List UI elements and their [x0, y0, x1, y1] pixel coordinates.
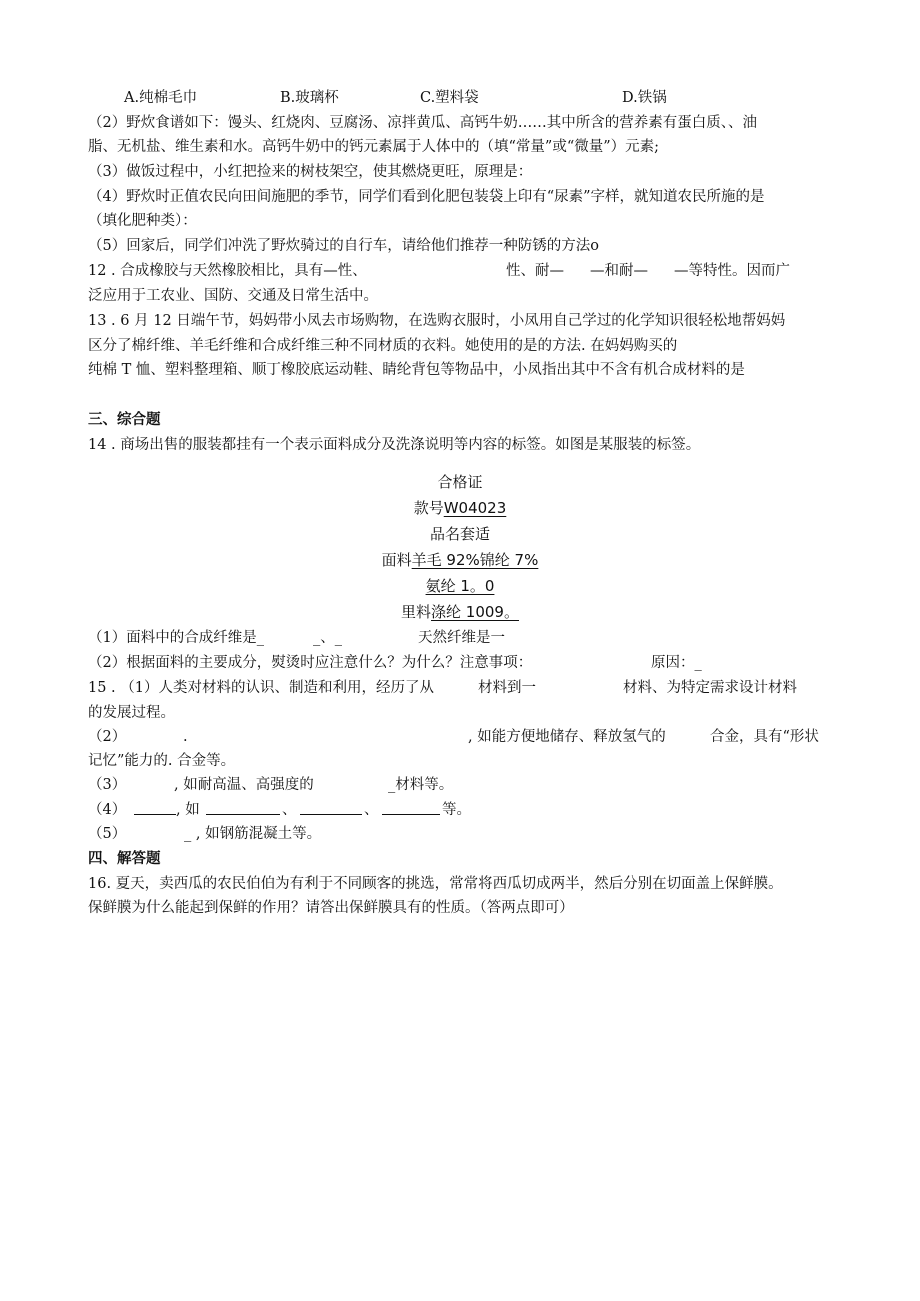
- section-4-heading: 四、解答题: [88, 850, 161, 867]
- choice-c[interactable]: C.塑料袋: [420, 90, 479, 106]
- label-title: 合格证: [437, 473, 483, 491]
- label-fabric-prefix: 面料: [381, 551, 412, 569]
- q13-line1: 13 . 6 月 12 日端午节，妈妈带小凤去市场购物，在选购衣服时，小凤用自己学过的化学知识很轻松地帮妈妈: [88, 313, 786, 329]
- q16-line1: 16. 夏天，卖西瓜的农民伯伯为有利于不同顾客的挑选，常常将西瓜切成两半，然后分别在切面盖上保鲜膜。: [88, 876, 783, 892]
- q15-part4: [88, 800, 588, 820]
- q15-part5: [88, 824, 488, 844]
- q15-p2-seg4: 合金，具有“形状: [710, 729, 819, 745]
- q15-p2-seg2: .: [183, 729, 188, 745]
- label-style-number: [0, 497, 920, 519]
- q14-p2-seg1: （2）根据面料的主要成分，熨烫时应注意什么？为什么？注意事项：: [88, 655, 533, 671]
- q15-part2: [88, 727, 828, 747]
- section-3-heading: 三、综合题: [88, 411, 161, 428]
- q15-p2-seg3: , 如能方便地储存、释放氢气的: [468, 729, 666, 745]
- q14-p2-seg2: 原因：_: [651, 655, 702, 671]
- q12-seg2: 性、耐—: [506, 263, 564, 279]
- q15-line1: [88, 678, 828, 698]
- q15-p4-seg3: 等。: [442, 802, 471, 818]
- q15-p4-sep2: 、: [364, 802, 379, 818]
- label-lining-value: 涤纶 1009。: [431, 603, 519, 621]
- q12-seg4: —等特性。因而广: [674, 263, 790, 279]
- q14-p1-seg3: 天然纤维是一: [418, 630, 505, 646]
- q12-line1: [88, 261, 828, 281]
- q15-line2: 的发展过程。: [88, 705, 175, 721]
- q14-p1-seg2: _、_: [313, 630, 342, 646]
- q16-line2: 保鲜膜为什么能起到保鲜的作用？请答出保鲜膜具有的性质。（答两点即可）: [88, 900, 574, 916]
- q11-part5: （5）回家后，同学们冲洗了野炊骑过的自行车，请给他们推荐一种防锈的方法o: [88, 238, 599, 254]
- q14-intro: 14 . 商场出售的服装都挂有一个表示面料成分及洗涤说明等内容的标签。如图是某服装的标签。: [88, 437, 701, 453]
- q11-part2-line1: （2）野炊食谱如下：馒头、红烧肉、豆腐汤、凉拌黄瓜、高钙牛奶……其中所含的营养素有蛋白质、、油: [88, 115, 757, 131]
- q12-line2: 泛应用于工农业、国防、交通及日常生活中。: [88, 288, 378, 304]
- q12-seg3: —和耐—: [590, 263, 648, 279]
- q15-part2-line2: 记忆”能力的. 合金等。: [88, 753, 236, 769]
- q13-line2: 区分了棉纤维、羊毛纤维和合成纤维三种不同材质的衣料。她使用的是的方法. 在妈妈购买的: [88, 338, 678, 354]
- q11-part4-line1: （4）野炊时正值农民向田间施肥的季节，同学们看到化肥包装袋上印有“尿素”字样，就知道农民所施的是: [88, 189, 765, 205]
- q11-part2-line2: 脂、无机盐、维生素和水。高钙牛奶中的钙元素属于人体中的（填“常量”或“微量”）元素;: [88, 139, 660, 155]
- label-spandex: [0, 575, 920, 597]
- q12-seg1: 12 . 合成橡胶与天然橡胶相比，具有—性、: [88, 263, 367, 279]
- q15-p4-seg2: , 如: [176, 802, 200, 818]
- label-lining-prefix: 里料: [401, 603, 432, 621]
- q15-l1-seg3: 材料、为特定需求设计材料: [623, 680, 797, 696]
- q15-p4-blank2[interactable]: [206, 802, 280, 815]
- q15-p5-seg2: _ , 如钢筋混凝土等。: [184, 826, 322, 842]
- q15-p4-blank3[interactable]: [300, 802, 362, 815]
- label-spandex-value: 氨纶 1。0: [425, 577, 495, 595]
- q11-part4-line2: （填化肥种类）：: [88, 213, 197, 229]
- label-style-prefix: 款号: [413, 499, 444, 517]
- q15-p4-blank1[interactable]: [134, 802, 176, 815]
- label-product-name: 品名套适: [429, 525, 490, 543]
- q15-l1-seg1: 15 . （1）人类对材料的认识、制造和利用，经历了从: [88, 680, 435, 696]
- q14-p1-seg1: （1）面料中的合成纤维是_: [88, 630, 264, 646]
- q15-p2-seg1: （2）: [88, 729, 127, 745]
- q15-p3-seg3: _材料等。: [388, 777, 454, 793]
- q15-p3-seg1: （3）: [88, 777, 127, 793]
- q14-part1: [88, 628, 608, 648]
- label-fabric: [0, 549, 920, 571]
- q15-p4-blank4[interactable]: [382, 802, 440, 815]
- q13-line3: 纯棉 T 恤、塑料整理箱、顺丁橡胶底运动鞋、睛纶背包等物品中，小凤指出其中不含有机合成材料的是: [88, 362, 745, 378]
- label-fabric-value: 羊毛 92%锦纶 7%: [411, 551, 539, 569]
- label-lining: [0, 601, 920, 623]
- q15-p4-sep1: 、: [282, 802, 297, 818]
- q15-l1-seg2: 材料到一: [478, 680, 536, 696]
- q14-part2: [88, 653, 728, 673]
- q11-part3: （3）做饭过程中，小红把捡来的树枝架空，使其燃烧更旺，原理是：: [88, 164, 533, 180]
- choice-b[interactable]: B.玻璃杯: [280, 90, 339, 106]
- q15-p3-seg2: , 如耐高温、高强度的: [174, 777, 314, 793]
- choice-a[interactable]: A.纯棉毛巾: [124, 90, 198, 106]
- q15-part3: [88, 775, 588, 795]
- choices-row: [110, 88, 810, 108]
- q15-p5-seg1: （5）: [88, 826, 127, 842]
- q15-p4-seg1: （4）: [88, 802, 127, 818]
- label-style-value: W04023: [443, 499, 507, 517]
- choice-d[interactable]: D.铁锅: [622, 90, 667, 106]
